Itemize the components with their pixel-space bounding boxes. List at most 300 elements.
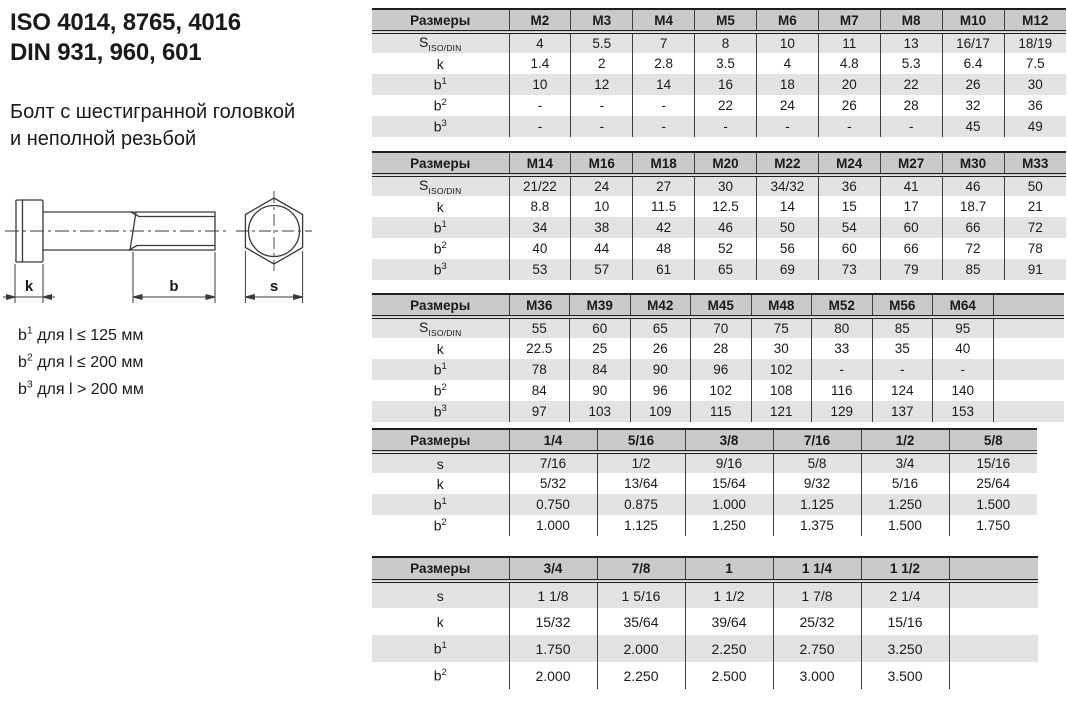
tables-container: [372, 8, 1067, 689]
column-header: M16: [571, 152, 633, 175]
value-cell: 36: [1004, 95, 1066, 116]
column-header: M4: [633, 9, 695, 32]
value-cell: 78: [509, 359, 570, 380]
value-cell: 14: [757, 196, 819, 217]
footnote-sup: 1: [26, 324, 33, 337]
column-header: M18: [633, 152, 695, 175]
value-cell: 102: [691, 380, 752, 401]
value-cell: 20: [818, 74, 880, 95]
column-header: M10: [942, 9, 1004, 32]
dimension-lines: [3, 251, 303, 303]
value-cell: 1.375: [773, 515, 861, 536]
value-cell: 95: [933, 317, 994, 338]
table-row: [372, 494, 1037, 515]
table-row: [372, 608, 1038, 635]
value-cell: 1.250: [861, 494, 949, 515]
value-cell: 8: [695, 32, 757, 53]
footnote-text: для l ≤ 200 мм: [37, 354, 144, 372]
table-row: [372, 116, 1066, 137]
value-cell: 6.4: [942, 53, 1004, 74]
empty-cell: [993, 401, 1064, 422]
column-header: M3: [571, 9, 633, 32]
column-header: 5/8: [949, 429, 1037, 452]
table-row: [372, 196, 1066, 217]
value-cell: 91: [1004, 259, 1066, 280]
value-cell: 46: [942, 175, 1004, 196]
value-cell: 9/32: [773, 473, 861, 494]
value-cell: 2.250: [685, 635, 773, 662]
empty-cell: [993, 359, 1064, 380]
value-cell: 40: [509, 238, 571, 259]
table-header-row: [372, 557, 1038, 581]
value-cell: 1.750: [509, 635, 597, 662]
column-header: 3/4: [509, 557, 597, 581]
value-cell: 1.4: [509, 53, 571, 74]
footnote-b3: [18, 376, 144, 403]
left-panel: [10, 8, 366, 153]
value-cell: 10: [509, 74, 571, 95]
value-cell: 75: [751, 317, 812, 338]
value-cell: 5/8: [773, 452, 861, 473]
title-iso: ISO 4014, 8765, 4016: [10, 9, 241, 36]
column-header: M8: [880, 9, 942, 32]
value-cell: 1 7/8: [773, 581, 861, 608]
page-title: [10, 8, 366, 69]
value-cell: 90: [570, 380, 631, 401]
value-cell: 22: [695, 95, 757, 116]
value-cell: 21: [1004, 196, 1066, 217]
value-cell: 70: [691, 317, 752, 338]
column-header: M20: [695, 152, 757, 175]
row-label: s: [372, 452, 509, 473]
value-cell: 26: [942, 74, 1004, 95]
row-label: $b^2$: [433, 667, 447, 684]
value-cell: 0.750: [509, 494, 597, 515]
value-cell: 10: [571, 196, 633, 217]
value-cell: 18: [757, 74, 819, 95]
table-row: [372, 95, 1066, 116]
value-cell: 13/64: [597, 473, 685, 494]
value-cell: 49: [1004, 116, 1066, 137]
value-cell: 13: [880, 32, 942, 53]
value-cell: 26: [818, 95, 880, 116]
value-cell: 84: [570, 359, 631, 380]
value-cell: 35: [872, 338, 933, 359]
table-row: [372, 452, 1037, 473]
value-cell: 129: [812, 401, 873, 422]
value-cell: 137: [872, 401, 933, 422]
value-cell: 4: [509, 32, 571, 53]
table-row: [372, 380, 1064, 401]
table-row: [372, 53, 1066, 74]
value-cell: 116: [812, 380, 873, 401]
value-cell: 65: [630, 317, 691, 338]
value-cell: 108: [751, 380, 812, 401]
value-cell: 5.5: [571, 32, 633, 53]
value-cell: 1.500: [861, 515, 949, 536]
value-cell: 115: [691, 401, 752, 422]
value-cell: 153: [933, 401, 994, 422]
row-label: k: [436, 613, 444, 630]
column-header: M42: [630, 294, 691, 317]
value-cell: 15/16: [949, 452, 1037, 473]
table-header-row: [372, 152, 1066, 175]
value-cell: 140: [933, 380, 994, 401]
dimension-table-5: [372, 556, 1038, 689]
row-label: $S_{ISO/DIN}$: [372, 175, 509, 196]
value-cell: 80: [812, 317, 873, 338]
column-header: 1/2: [861, 429, 949, 452]
value-cell: 65: [695, 259, 757, 280]
value-cell: 30: [1004, 74, 1066, 95]
table-row: [372, 217, 1066, 238]
bolt-drawing: [2, 181, 347, 326]
value-cell: 124: [872, 380, 933, 401]
value-cell: 1 5/16: [597, 581, 685, 608]
table-header-label: Размеры: [372, 152, 509, 175]
value-cell: 30: [751, 338, 812, 359]
value-cell: -: [818, 116, 880, 137]
column-header: M30: [942, 152, 1004, 175]
row-label: $b^3$: [372, 401, 509, 422]
value-cell: 1/2: [597, 452, 685, 473]
value-cell: 15/16: [861, 608, 949, 635]
value-cell: 2.250: [597, 662, 685, 689]
value-cell: 44: [571, 238, 633, 259]
value-cell: 24: [757, 95, 819, 116]
column-header: M27: [880, 152, 942, 175]
value-cell: 57: [571, 259, 633, 280]
footnote-symbol: b: [18, 381, 27, 399]
value-cell: -: [571, 95, 633, 116]
value-cell: 109: [630, 401, 691, 422]
value-cell: -: [695, 116, 757, 137]
value-cell: 35/64: [597, 608, 685, 635]
value-cell: 2.750: [773, 635, 861, 662]
footnote-sup: 2: [26, 351, 33, 364]
subtitle-line-1: Болт с шестигранной головкой: [10, 100, 296, 123]
value-cell: 50: [1004, 175, 1066, 196]
value-cell: 9/16: [685, 452, 773, 473]
column-header: M24: [818, 152, 880, 175]
value-cell: -: [933, 359, 994, 380]
column-header: 1: [685, 557, 773, 581]
value-cell: 97: [509, 401, 570, 422]
column-header: M7: [818, 9, 880, 32]
value-cell: 1 1/8: [509, 581, 597, 608]
value-cell: 25: [570, 338, 631, 359]
value-cell: 41: [880, 175, 942, 196]
value-cell: 2.500: [685, 662, 773, 689]
value-cell: 11.5: [633, 196, 695, 217]
value-cell: 42: [633, 217, 695, 238]
value-cell: 3.5: [695, 53, 757, 74]
column-header: M64: [933, 294, 994, 317]
value-cell: -: [633, 116, 695, 137]
value-cell: 15: [818, 196, 880, 217]
value-cell: 4: [757, 53, 819, 74]
footnote-b2: [18, 349, 144, 376]
row-label: $b^3$: [372, 116, 509, 137]
table-header-label: Размеры: [372, 294, 509, 317]
column-header: M5: [695, 9, 757, 32]
dimension-table-4: [372, 428, 1037, 536]
value-cell: 12: [571, 74, 633, 95]
s-dimension-label: s: [269, 278, 279, 295]
value-cell: 17: [880, 196, 942, 217]
column-header: M12: [1004, 9, 1066, 32]
row-label: k: [436, 475, 444, 492]
table-row: [372, 581, 1038, 608]
row-label: $b^2$: [433, 517, 447, 534]
value-cell: 85: [872, 317, 933, 338]
footnote-b1: [18, 322, 144, 349]
value-cell: 54: [818, 217, 880, 238]
value-cell: 50: [757, 217, 819, 238]
value-cell: 34: [509, 217, 571, 238]
table-header-label: Размеры: [372, 9, 509, 32]
column-header: M2: [509, 9, 571, 32]
value-cell: 55: [509, 317, 570, 338]
value-cell: 2: [571, 53, 633, 74]
value-cell: 45: [942, 116, 1004, 137]
empty-cell: [993, 338, 1064, 359]
value-cell: -: [509, 116, 571, 137]
row-label: $b^1$: [372, 359, 509, 380]
column-header: M36: [509, 294, 570, 317]
b-dimension-label: b: [169, 278, 179, 295]
table-row: [372, 515, 1037, 536]
value-cell: 1.000: [685, 494, 773, 515]
value-cell: 12.5: [695, 196, 757, 217]
value-cell: 73: [818, 259, 880, 280]
value-cell: -: [633, 95, 695, 116]
value-cell: -: [812, 359, 873, 380]
value-cell: 38: [571, 217, 633, 238]
value-cell: 3.250: [861, 635, 949, 662]
row-label: $b^2$: [433, 382, 447, 399]
value-cell: 1.000: [509, 515, 597, 536]
value-cell: 2.8: [633, 53, 695, 74]
table-row: [372, 635, 1038, 662]
empty-cell: [993, 317, 1064, 338]
value-cell: 2 1/4: [861, 581, 949, 608]
table-row: [372, 359, 1064, 380]
value-cell: 5/32: [509, 473, 597, 494]
value-cell: 1.125: [773, 494, 861, 515]
empty-cell: [949, 662, 1038, 689]
column-header: M6: [757, 9, 819, 32]
value-cell: 53: [509, 259, 571, 280]
value-cell: 60: [570, 317, 631, 338]
empty-cell: [949, 608, 1038, 635]
column-header: 1/4: [509, 429, 597, 452]
value-cell: 69: [757, 259, 819, 280]
value-cell: 18/19: [1004, 32, 1066, 53]
table-row: [372, 338, 1064, 359]
column-header: 5/16: [597, 429, 685, 452]
value-cell: 26: [630, 338, 691, 359]
value-cell: 3.000: [773, 662, 861, 689]
value-cell: 22.5: [509, 338, 570, 359]
value-cell: 22: [880, 74, 942, 95]
footnote-sup: 3: [26, 379, 33, 392]
table-row: [372, 74, 1066, 95]
value-cell: 1.500: [949, 494, 1037, 515]
value-cell: -: [509, 95, 571, 116]
value-cell: 25/64: [949, 473, 1037, 494]
value-cell: 96: [630, 380, 691, 401]
value-cell: 5/16: [861, 473, 949, 494]
empty-column-header: [993, 294, 1064, 317]
row-label: s: [372, 581, 509, 608]
footnote-text: для l > 200 мм: [37, 381, 144, 399]
value-cell: 32: [942, 95, 1004, 116]
footnote-symbol: b: [18, 354, 27, 372]
value-cell: 1 1/2: [685, 581, 773, 608]
footnote-text: для l ≤ 125 мм: [37, 327, 144, 344]
column-header: M22: [757, 152, 819, 175]
row-label: $b^3$: [372, 259, 509, 280]
value-cell: 78: [1004, 238, 1066, 259]
table-row: [372, 473, 1037, 494]
value-cell: 25/32: [773, 608, 861, 635]
table-row: [372, 259, 1066, 280]
value-cell: 33: [812, 338, 873, 359]
table-header-row: [372, 429, 1037, 452]
value-cell: 21/22: [509, 175, 571, 196]
value-cell: 84: [509, 380, 570, 401]
row-label: k: [436, 198, 444, 215]
value-cell: 11: [818, 32, 880, 53]
value-cell: 2.000: [509, 662, 597, 689]
empty-cell: [993, 380, 1064, 401]
value-cell: 66: [942, 217, 1004, 238]
value-cell: 16: [695, 74, 757, 95]
footnote-symbol: b: [18, 327, 27, 344]
value-cell: 36: [818, 175, 880, 196]
value-cell: 8.8: [509, 196, 571, 217]
table-row: [372, 401, 1064, 422]
subtitle-line-2: и неполной резьбой: [10, 127, 197, 150]
value-cell: 4.8: [818, 53, 880, 74]
row-label: $S_{ISO/DIN}$: [372, 32, 509, 53]
column-header: 1 1/4: [773, 557, 861, 581]
value-cell: 40: [933, 338, 994, 359]
value-cell: 90: [630, 359, 691, 380]
value-cell: -: [757, 116, 819, 137]
value-cell: 66: [880, 238, 942, 259]
value-cell: 10: [757, 32, 819, 53]
row-label: $S_{ISO/DIN}$: [372, 317, 509, 338]
value-cell: 72: [942, 238, 1004, 259]
value-cell: 15/64: [685, 473, 773, 494]
row-label: k: [436, 340, 444, 357]
value-cell: 96: [691, 359, 752, 380]
table-row: [372, 32, 1066, 53]
row-label: $b^1$: [372, 74, 509, 95]
table-header-label: Размеры: [372, 557, 509, 581]
value-cell: 28: [880, 95, 942, 116]
value-cell: 3.500: [861, 662, 949, 689]
value-cell: 34/32: [757, 175, 819, 196]
value-cell: 15/32: [509, 608, 597, 635]
value-cell: 46: [695, 217, 757, 238]
table-row: [372, 238, 1066, 259]
value-cell: 5.3: [880, 53, 942, 74]
value-cell: -: [872, 359, 933, 380]
column-header: 3/8: [685, 429, 773, 452]
column-header: M14: [509, 152, 571, 175]
value-cell: 18.7: [942, 196, 1004, 217]
table-header-row: [372, 9, 1066, 32]
row-label: $b^2$: [433, 97, 447, 114]
footnotes: [18, 322, 144, 404]
value-cell: 27: [633, 175, 695, 196]
empty-cell: [949, 581, 1038, 608]
value-cell: 79: [880, 259, 942, 280]
value-cell: 30: [695, 175, 757, 196]
value-cell: -: [571, 116, 633, 137]
value-cell: 7/16: [509, 452, 597, 473]
title-din: DIN 931, 960, 601: [10, 39, 202, 67]
k-dimension-label: k: [24, 278, 34, 295]
value-cell: 14: [633, 74, 695, 95]
value-cell: 72: [1004, 217, 1066, 238]
column-header: M52: [812, 294, 873, 317]
table-row: [372, 317, 1064, 338]
row-label: $b^1$: [372, 217, 509, 238]
value-cell: 7: [633, 32, 695, 53]
value-cell: 85: [942, 259, 1004, 280]
value-cell: 48: [633, 238, 695, 259]
column-header: M33: [1004, 152, 1066, 175]
value-cell: 61: [633, 259, 695, 280]
empty-cell: [949, 635, 1038, 662]
value-cell: 3/4: [861, 452, 949, 473]
dimension-table-1: [372, 8, 1066, 137]
table-header-label: Размеры: [372, 429, 509, 452]
dimension-table-2: [372, 151, 1066, 280]
value-cell: 103: [570, 401, 631, 422]
value-cell: 1.125: [597, 515, 685, 536]
value-cell: 102: [751, 359, 812, 380]
column-header: M45: [691, 294, 752, 317]
row-label: k: [436, 55, 444, 72]
column-header: 7/16: [773, 429, 861, 452]
table-row: [372, 175, 1066, 196]
column-header: 7/8: [597, 557, 685, 581]
value-cell: 0.875: [597, 494, 685, 515]
value-cell: 7.5: [1004, 53, 1066, 74]
row-label: $b^2$: [433, 240, 447, 257]
table-row: [372, 662, 1038, 689]
page-subtitle: [10, 99, 366, 153]
dimension-table-3: [372, 293, 1064, 422]
value-cell: 39/64: [685, 608, 773, 635]
row-label: $b^1$: [372, 635, 509, 662]
value-cell: 52: [695, 238, 757, 259]
value-cell: 28: [691, 338, 752, 359]
column-header: 1 1/2: [861, 557, 949, 581]
empty-column-header: [949, 557, 1038, 581]
value-cell: 2.000: [597, 635, 685, 662]
value-cell: -: [880, 116, 942, 137]
table-header-row: [372, 294, 1064, 317]
value-cell: 60: [880, 217, 942, 238]
value-cell: 121: [751, 401, 812, 422]
value-cell: 56: [757, 238, 819, 259]
